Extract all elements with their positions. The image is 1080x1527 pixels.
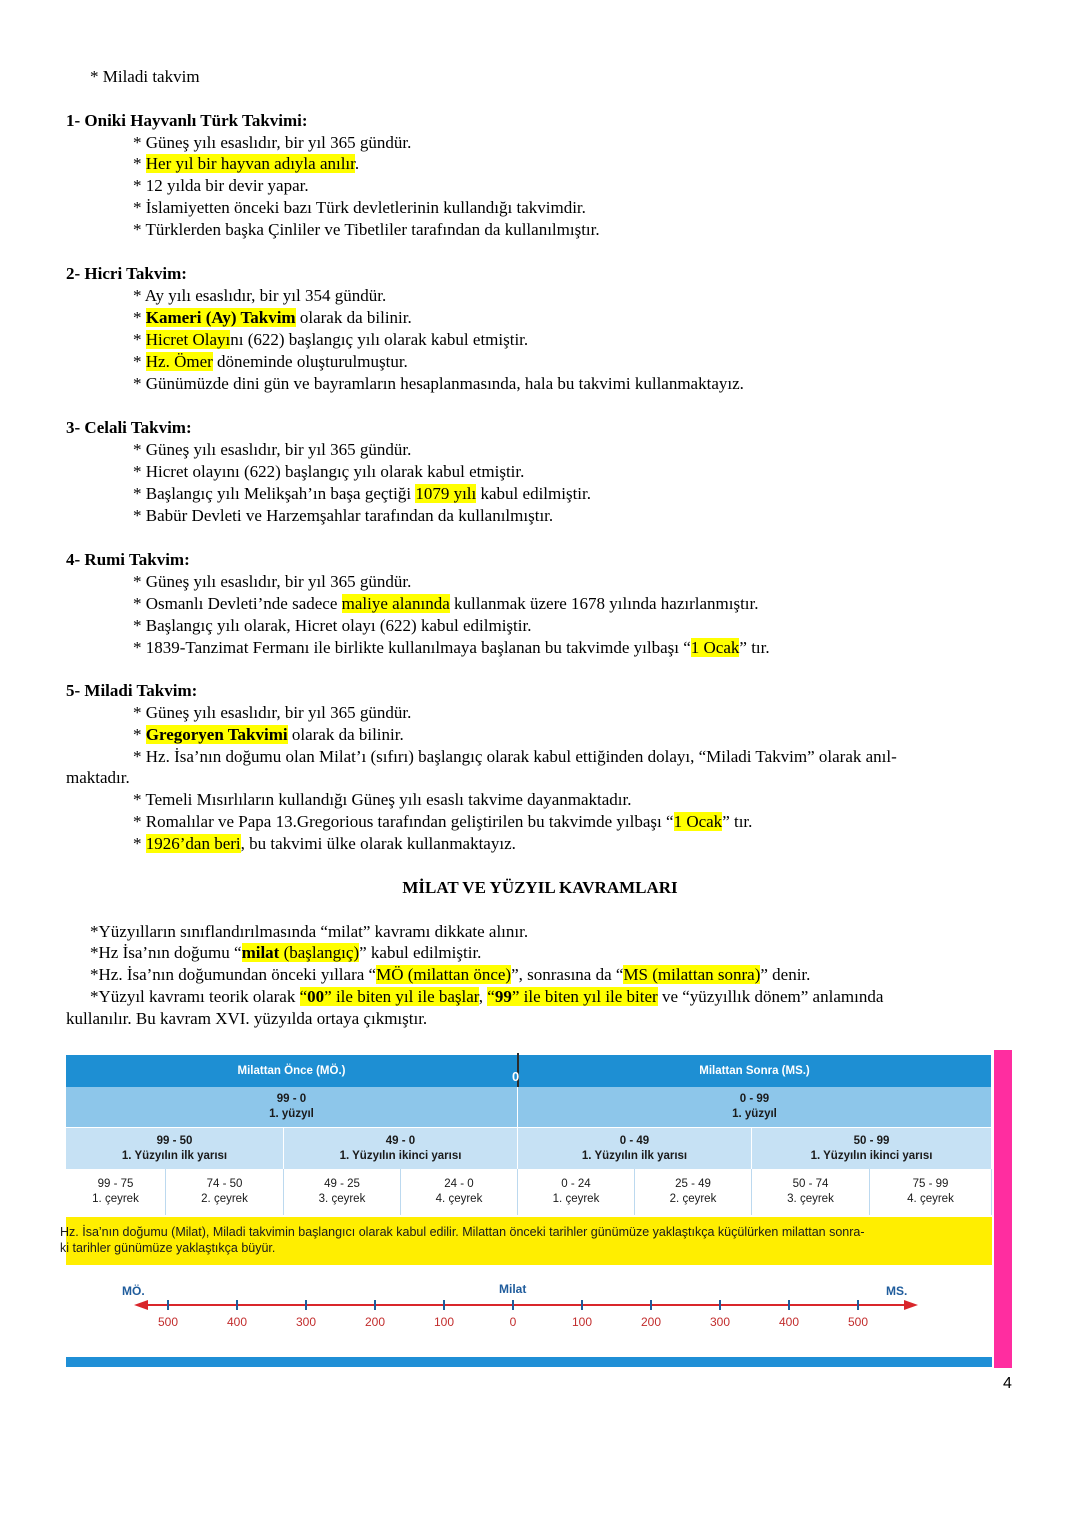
highlight: Gregoryen Takvimi [145, 725, 288, 744]
s2-line-1: * Ay yılı esaslıdır, bir yıl 354 gündür. [133, 286, 387, 305]
quarter-cell: 99 - 75 1. çeyrek [66, 1169, 166, 1215]
timeline-tick [443, 1300, 445, 1310]
section-1-title: 1- Oniki Hayvanlı Türk Takvimi: [66, 111, 308, 130]
highlight: 1926’dan beri [145, 834, 241, 853]
header-ms: Milattan Sonra (MS.) [518, 1055, 992, 1087]
s5-line-6: * 1926’dan beri, bu takvimi ülke olarak kullanmaktayız. [133, 834, 516, 853]
s3-line-4: * Babür Devleti ve Harzemşahlar tarafından da kullanılmıştır. [133, 506, 554, 525]
timeline-tick [167, 1300, 169, 1310]
quarter-cell: 50 - 74 3. çeyrek [752, 1169, 870, 1215]
timeline-tick-label: 300 [295, 1315, 317, 1329]
timeline-tick [374, 1300, 376, 1310]
quarters-row [66, 1169, 992, 1215]
s4-line-2: * Osmanlı Devleti’nde sadece maliye alanında kullanmak üzere 1678 yılında hazırlanmıştır. [133, 594, 759, 613]
timeline-tick-label: 500 [847, 1315, 869, 1329]
s5-line-4: * Temeli Mısırlıların kullandığı Güneş yılı esaslı takvime dayanmaktadır. [133, 790, 632, 809]
timeline-tick [857, 1300, 859, 1310]
highlight: Hicret Olayı [145, 330, 231, 349]
timeline-tick [305, 1300, 307, 1310]
section-3-title: 3- Celali Takvim: [66, 418, 192, 437]
s4-line-1: * Güneş yılı esaslıdır, bir yıl 365 gündür. [133, 572, 412, 591]
halves-row [66, 1127, 992, 1170]
s5-line-3b: maktadır. [66, 768, 130, 787]
axis-label-milat: Milat [499, 1282, 527, 1296]
highlight: 1 Ocak [690, 638, 740, 657]
s3-line-1: * Güneş yılı esaslıdır, bir yıl 365 gündür. [133, 440, 412, 459]
timeline-tick-label: 400 [226, 1315, 248, 1329]
highlight: milat (başlangıç) [241, 943, 360, 962]
highlight: Her yıl bir hayvan adıyla anılır [145, 154, 355, 173]
quarter-cell: 0 - 24 1. çeyrek [518, 1169, 635, 1215]
milat-p1: *Yüzyılların sınıflandırılmasında “milat” kavramı dikkate alınır. [90, 922, 529, 941]
century-figure [60, 1055, 992, 1365]
s4-line-3: * Başlangıç yılı olarak, Hicret olayı (622) kabul edilmiştir. [133, 616, 532, 635]
highlight: “00” ile biten yıl ile başlar [299, 987, 479, 1006]
section-4-title: 4- Rumi Takvim: [66, 550, 190, 569]
highlight: 1 Ocak [673, 812, 723, 831]
s3-line-3: * Başlangıç yılı Melikşah’ın başa geçtiği 1079 yılı kabul edilmiştir. [133, 484, 591, 503]
quarter-cell: 75 - 99 4. çeyrek [870, 1169, 992, 1215]
s1-line-5: * Türklerden başka Çinliler ve Tibetliler tarafından da kullanılmıştır. [133, 220, 600, 239]
timeline-tick-label: 300 [709, 1315, 731, 1329]
timeline-tick-label: 200 [364, 1315, 386, 1329]
figure-header-row [66, 1055, 992, 1087]
milat-p4: *Yüzyıl kavramı teorik olarak “00” ile biten yıl ile başlar, “99” ile biten yıl ile biter ve “yüzyıllık dönem” anlamında [90, 987, 884, 1006]
highlight: Kameri (Ay) Takvim [145, 308, 296, 327]
s5-line-1: * Güneş yılı esaslıdır, bir yıl 365 gündür. [133, 703, 412, 722]
timeline-tick-label: 100 [433, 1315, 455, 1329]
s2-line-4: * Hz. Ömer döneminde oluşturulmuştur. [133, 352, 408, 371]
note-line-1: Hz. İsa’nın doğumu (Milat), Miladi takvimin başlangıcı olarak kabul edilir. Milattan önceki tarihler günümüze yaklaştıkça küçülürken milattan sonra- [60, 1225, 865, 1239]
half-cell: 49 - 0 1. Yüzyılın ikinci yarısı [284, 1128, 518, 1170]
milat-section-title: MİLAT VE YÜZYIL KAVRAMLARI [402, 878, 678, 897]
milat-p5: kullanılır. Bu kavram XVI. yüzyılda ortaya çıkmıştır. [66, 1009, 428, 1028]
s2-line-2: * Kameri (Ay) Takvim olarak da bilinir. [133, 308, 412, 327]
half-cell: 50 - 99 1. Yüzyılın ikinci yarısı [752, 1128, 992, 1170]
highlight: 1079 yılı [415, 484, 477, 503]
timeline-tick [581, 1300, 583, 1310]
s3-line-2: * Hicret olayını (622) başlangıç yılı olarak kabul etmiştir. [133, 462, 525, 481]
axis-label-mo: MÖ. [122, 1284, 145, 1298]
quarter-cell: 24 - 0 4. çeyrek [401, 1169, 518, 1215]
s2-line-3: * Hicret Olayını (622) başlangıç yılı olarak kabul etmiştir. [133, 330, 529, 349]
century-row [66, 1087, 992, 1127]
header-zero: 0 [512, 1069, 520, 1084]
half-cell: 99 - 50 1. Yüzyılın ilk yarısı [66, 1128, 284, 1170]
s5-line-3a: * Hz. İsa’nın doğumu olan Milat’ı (sıfırı) başlangıç olarak kabul ettiğinden dolayı, “Miladi Takvim” olarak anıl- [133, 747, 897, 766]
highlight: “99” ile biten yıl ile biter [487, 987, 658, 1006]
section-5-title: 5- Miladi Takvim: [66, 681, 198, 700]
figure-bottom-bar [66, 1357, 992, 1367]
quarter-cell: 49 - 25 3. çeyrek [284, 1169, 401, 1215]
s5-line-5: * Romalılar ve Papa 13.Gregorious tarafından geliştirilen bu takvimde yılbaşı “1 Ocak” tır. [133, 812, 753, 831]
century-cell: 0 - 99 1. yüzyıl [518, 1087, 992, 1127]
s2-line-5: * Günümüzde dini gün ve bayramların hesaplanmasında, hala bu takvimi kullanmaktayız. [133, 374, 744, 393]
s1-line-1: * Güneş yılı esaslıdır, bir yıl 365 gündür. [133, 133, 412, 152]
highlight: MS (milattan sonra) [623, 965, 761, 984]
axis-label-ms: MS. [886, 1284, 908, 1298]
s4-line-4: * 1839-Tanzimat Fermanı ile birlikte kullanılmaya başlanan bu takvimde yılbaşı “1 Ocak” tır. [133, 638, 770, 657]
timeline-tick-label: 0 [509, 1315, 517, 1329]
timeline-tick [512, 1300, 514, 1310]
timeline-tick-label: 100 [571, 1315, 593, 1329]
timeline-tick [236, 1300, 238, 1310]
figure-note [60, 1217, 992, 1265]
quarter-cell: 25 - 49 2. çeyrek [635, 1169, 752, 1215]
s5-line-2: * Gregoryen Takvimi olarak da bilinir. [133, 725, 404, 744]
header-mo: Milattan Önce (MÖ.) [66, 1055, 518, 1087]
highlight: MÖ (milattan önce) [376, 965, 512, 984]
timeline-tick [719, 1300, 721, 1310]
half-cell: 0 - 49 1. Yüzyılın ilk yarısı [518, 1128, 752, 1170]
s1-line-2: * Her yıl bir hayvan adıyla anılır. [133, 154, 360, 173]
quarter-cell: 74 - 50 2. çeyrek [166, 1169, 284, 1215]
intro-line: * Miladi takvim [90, 67, 200, 86]
section-2-title: 2- Hicri Takvim: [66, 264, 187, 283]
milat-p3: *Hz. İsa’nın doğumundan önceki yıllara “MÖ (milattan önce)”, sonrasına da “MS (milattan sonra)” denir. [90, 965, 811, 984]
pink-side-bar [994, 1050, 1012, 1368]
milat-p2: *Hz İsa’nın doğumu “milat (başlangıç)” kabul edilmiştir. [90, 943, 482, 962]
s1-line-4: * İslamiyetten önceki bazı Türk devletlerinin kullandığı takvimdir. [133, 198, 586, 217]
page-number: 4 [1003, 1375, 1012, 1392]
timeline-tick-label: 200 [640, 1315, 662, 1329]
timeline-tick-label: 400 [778, 1315, 800, 1329]
timeline-tick [788, 1300, 790, 1310]
timeline-tick-label: 500 [157, 1315, 179, 1329]
century-cell: 99 - 0 1. yüzyıl [66, 1087, 518, 1127]
note-line-2: ki tarihler günümüze yaklaştıkça büyür. [60, 1241, 276, 1255]
timeline-tick [650, 1300, 652, 1310]
s1-line-3: * 12 yılda bir devir yapar. [133, 176, 309, 195]
highlight: maliye alanında [341, 594, 450, 613]
highlight: Hz. Ömer [145, 352, 213, 371]
